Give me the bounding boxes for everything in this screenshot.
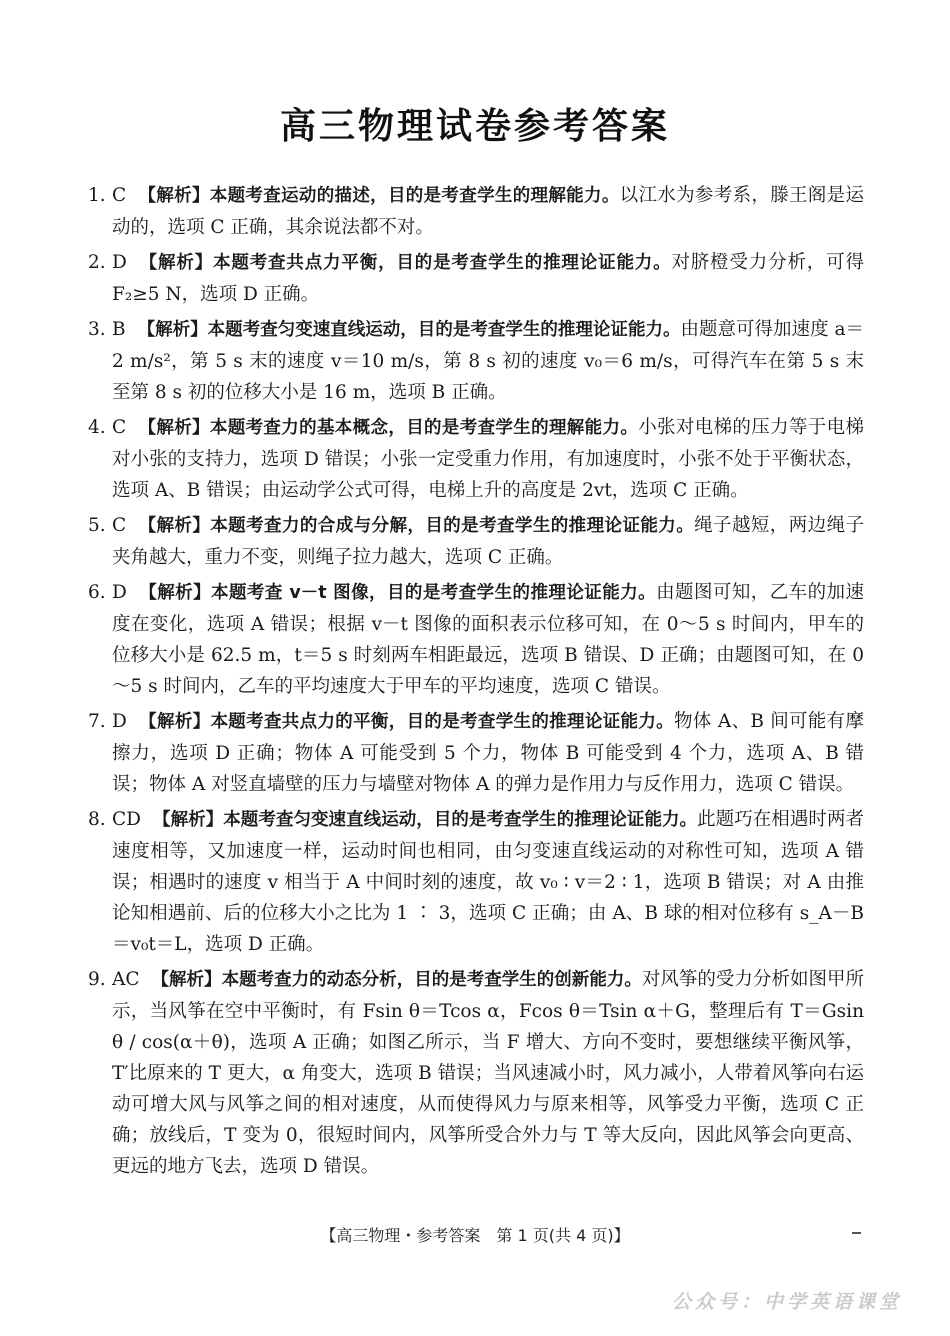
analysis-intro: 本题考查匀变速直线运动，目的是考查学生的推理论证能力。	[207, 320, 681, 340]
analysis-body: 由题意可得加速度 a＝2 m/s²，第 5 s 末的速度 v＝10 m/s，第 8 s 初的速度 v₀＝6 m/s，可得汽车在第 5 s 末至第 8 s 初的位移大小是 16 m，选项 B 正确。	[112, 319, 865, 403]
analysis-body: 以江水为参考系，滕王阁是运动的，选项 C 正确，其余说法都不对。	[112, 185, 864, 238]
corner-mark	[852, 1232, 861, 1234]
question-number: 8.	[88, 809, 106, 830]
question-number: 3.	[88, 319, 106, 340]
answer-choice: AC	[112, 969, 140, 990]
question-number: 5.	[88, 515, 106, 536]
analysis-tag: 【解析】	[138, 186, 210, 206]
page-footer: 【高三物理・参考答案 第 1 页(共 4 页)】	[320, 1226, 630, 1245]
analysis-body: 对风筝的受力分析如图甲所示，当风筝在空中平衡时，有 Fsin θ＝Tcos α，Fcos θ＝Tsin α＋G，整理后有 T＝Gsin θ / cos(α＋θ)，选项 A 正确；如图乙所示，当 F 增大、方向不变时，要想继续平衡风筝，T′比原来的 T 更大，α 角变大，选项 B 错误；当风速减小时，风力减小，人带着风筝向右运动可增大风与风筝之间的相对速度，从而使得风力与原来相等，风筝受力平衡，选项 C 正确；放线后，T 变为 0，很短时间内，风筝所受合外力与 T 等大反向，因此风筝会向更高、更远的地方飞去，选项 D 错误。	[112, 969, 864, 1177]
answer-item-5	[88, 510, 864, 573]
answer-item-4	[88, 412, 864, 506]
analysis-body: 对脐橙受力分析，可得 F₂≥5 N，选项 D 正确。	[112, 252, 864, 305]
answer-choice: D	[112, 582, 127, 603]
analysis-intro: 本题考查共点力平衡，目的是考查学生的推理论证能力。	[213, 253, 672, 273]
analysis-tag: 【解析】	[138, 516, 211, 536]
analysis-intro: 本题考查共点力的平衡，目的是考查学生的推理论证能力。	[210, 712, 675, 732]
analysis-intro: 本题考查匀变速直线运动，目的是考查学生的推理论证能力。	[223, 810, 698, 830]
answer-item-7	[88, 706, 864, 800]
analysis-intro: 本题考查 v－t 图像，目的是考查学生的推理论证能力。	[211, 583, 657, 603]
question-number: 1.	[88, 185, 106, 206]
analysis-body: 此题巧在相遇时两者速度相等，又加速度一样，运动时间也相同，由匀变速直线运动的对称性可知，选项 A 错误；相遇时的速度 v 相当于 A 中间时刻的速度，故 v₀ ∶ v＝2 ∶ 1，选项 B 错误；对 A 由推论知相遇前、后的位移大小之比为 1 ∶ 3，选项 C 正确；由 A、B 球的相对位移有 s_A－B＝v₀t＝L，选项 D 正确。	[112, 809, 864, 955]
answer-choice: CD	[112, 809, 141, 830]
analysis-tag: 【解析】	[138, 418, 210, 438]
analysis-tag: 【解析】	[153, 810, 224, 830]
analysis-tag: 【解析】	[138, 253, 214, 273]
answer-choice: C	[112, 515, 127, 536]
answer-item-9	[88, 964, 864, 1182]
analysis-tag: 【解析】	[138, 583, 212, 603]
answer-choice: C	[112, 185, 127, 206]
answer-item-2	[88, 247, 864, 310]
analysis-body: 小张对电梯的压力等于电梯对小张的支持力，选项 D 错误；小张一定受重力作用，有加速度时，小张不处于平衡状态，选项 A、B 错误；由运动学公式可得，电梯上升的高度是 2vt，选项 C 正确。	[112, 417, 864, 501]
answer-item-1	[88, 180, 864, 243]
answer-list	[88, 180, 864, 1186]
analysis-intro: 本题考查力的合成与分解，目的是考查学生的推理论证能力。	[210, 516, 695, 536]
analysis-body: 物体 A、B 间可能有摩擦力，选项 D 正确；物体 A 可能受到 5 个力，物体 B 可能受到 4 个力，选项 A、B 错误；物体 A 对竖直墙壁的压力与墙壁对物体 A 的弹力是作用力与反作用力，选项 C 错误。	[112, 711, 865, 795]
analysis-body: 由题图可知，乙车的加速度在变化，选项 A 错误；根据 v－t 图像的面积表示位移可知，在 0～5 s 时间内，甲车的位移大小是 62.5 m，t＝5 s 时刻两车相距最远，选项 B 错误、D 正确；由题图可知，在 0～5 s 时间内，乙车的平均速度大于甲车的平均速度，选项 C 错误。	[112, 582, 864, 697]
question-number: 4.	[88, 417, 106, 438]
analysis-intro: 本题考查力的动态分析，目的是考查学生的创新能力。	[221, 970, 642, 990]
answer-item-3	[88, 314, 864, 408]
answer-choice: D	[112, 252, 127, 273]
answer-item-8	[88, 804, 864, 960]
analysis-tag: 【解析】	[151, 970, 222, 990]
analysis-intro: 本题考查力的基本概念，目的是考查学生的理解能力。	[209, 418, 639, 438]
question-number: 9.	[88, 969, 106, 990]
answer-item-6	[88, 577, 864, 702]
watermark: 公众号：中学英语课堂	[671, 1291, 902, 1313]
answer-choice: C	[112, 417, 127, 438]
question-number: 7.	[88, 711, 106, 732]
question-number: 6.	[88, 582, 106, 603]
analysis-body: 绳子越短，两边绳子夹角越大，重力不变，则绳子拉力越大，选项 C 正确。	[112, 515, 864, 568]
answer-choice: D	[112, 711, 127, 732]
analysis-tag: 【解析】	[138, 712, 211, 732]
question-number: 2.	[88, 252, 106, 273]
analysis-tag: 【解析】	[137, 320, 208, 340]
analysis-intro: 本题考查运动的描述，目的是考查学生的理解能力。	[209, 186, 620, 206]
answer-choice: B	[112, 319, 126, 340]
page-title: 高三物理试卷参考答案	[279, 106, 670, 147]
